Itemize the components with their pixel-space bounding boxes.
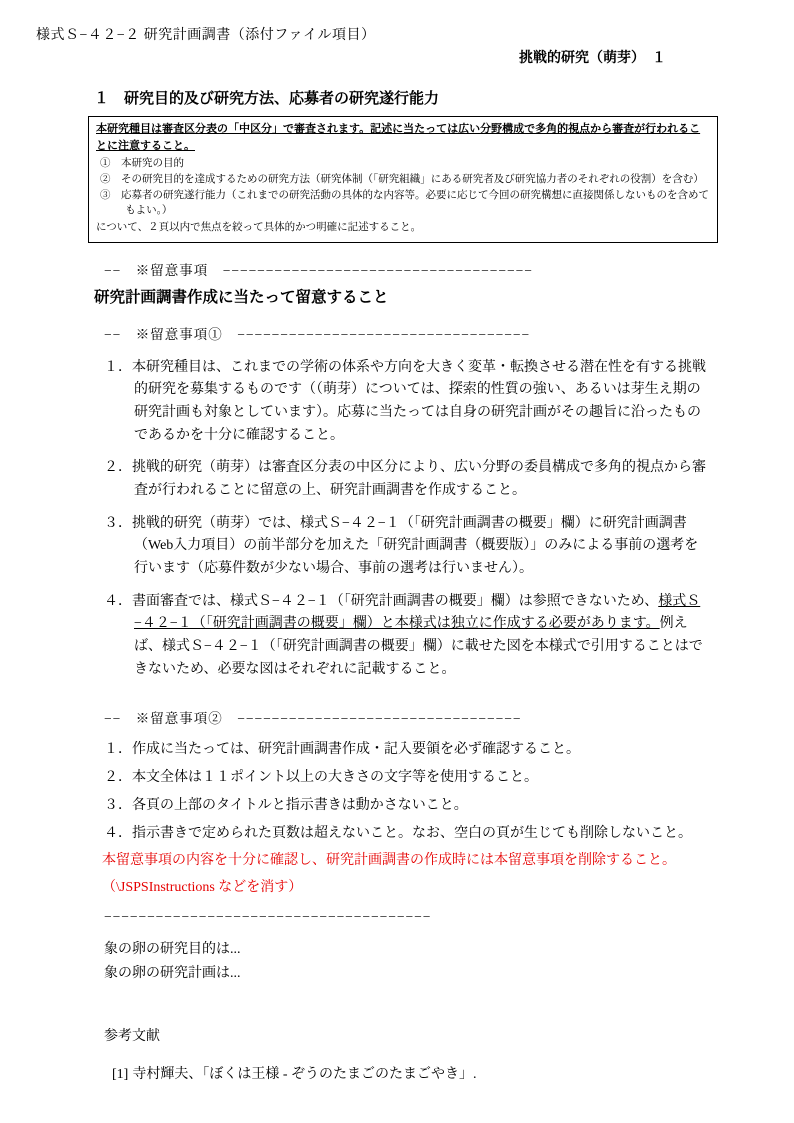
body-text-line-2: 象の卵の研究計画は... xyxy=(104,965,241,981)
instruction-box-item-1: ① 本研究の目的 xyxy=(100,158,184,169)
notes-divider-4: −−−−−−−−−−−−−−−−−−−−−−−−−−−−−−−−−−−−−− xyxy=(104,908,432,924)
notes-divider-2: −− ※留意事項① −−−−−−−−−−−−−−−−−−−−−−−−−−−−−−−−−− xyxy=(104,326,531,342)
notes-section xyxy=(94,259,718,1084)
instruction-box-intro: 本研究種目は審査区分表の「中区分」で審査されます。記述に当たっては広い分野構成で多角的視点から審査が行われることに注意すること。 xyxy=(96,123,701,152)
reference-item xyxy=(112,1063,718,1083)
notes-divider-3: −− ※留意事項② −−−−−−−−−−−−−−−−−−−−−−−−−−−−−−−−− xyxy=(104,711,522,727)
note1-item-3: ３．挑戦的研究（萌芽）では、様式Ｓ−４２−１（「研究計画調書の概要」欄）に研究計画調書（Web入力項目）の前半部分を加えた「研究計画調書（概要版）」のみによる事前の選考を行います（応募件数が少ない場合、事前の選考は行いません）。 xyxy=(104,515,699,577)
notes-divider-1: −− ※留意事項 −−−−−−−−−−−−−−−−−−−−−−−−−−−−−−−−−−−− xyxy=(104,262,533,278)
instruction-box xyxy=(88,116,718,243)
form-label: 様式Ｓ−４２−２ 研究計画調書（添付ファイル項目） xyxy=(36,28,376,43)
note1-item-4-post: 例えば、様式Ｓ−４２−１（「研究計画調書の概要」欄）に載せた図を本様式で引用することはできないため、必要な図はそれぞれに記載すること。 xyxy=(134,616,703,677)
reference-text: 寺村輝夫、「ぼくは王様 - ぞうのたまごのたまごやき」. xyxy=(132,1067,477,1083)
page-number-label: 挑戦的研究（萌芽） １ xyxy=(519,49,666,65)
body-text-line-1: 象の卵の研究目的は... xyxy=(104,941,241,957)
notes-heading: 研究計画調書作成に当たって留意すること xyxy=(94,288,389,306)
note1-item-1: １．本研究種目は、これまでの学術の体系や方向を大きく変革・転換させる潜在性を有する挑戦的研究を募集するものです（（萌芽）については、探索的性質の強い、あるいは芽生え期の研究計画も対象としています）。応募に当たっては自身の研究計画がその趣旨に沿ったものであるかを十分に確認すること。 xyxy=(104,359,706,443)
reference-label: [1] xyxy=(112,1067,129,1083)
delete-instructions-hint: （\JSPSInstructions などを消す） xyxy=(102,879,303,895)
note1-item-4-pre: ４．書面審査では、様式Ｓ−４２−１（「研究計画調書の概要」欄）は参照できないため、 xyxy=(104,593,659,609)
instruction-box-item-2: ② その研究目的を達成するための研究方法（研究体制（「研究組織」にある研究者及び研究協力者のそれぞれの役割）を含む） xyxy=(100,173,704,185)
delete-instructions-warning: 本留意事項の内容を十分に確認し、研究計画調書の作成時には本留意事項を削除すること。 xyxy=(102,853,676,869)
note2-item-1: １．作成に当たっては、研究計画調書作成・記入要領を必ず確認すること。 xyxy=(104,742,580,758)
note2-item-4: ４．指示書きで定められた頁数は超えないこと。なお、空白の頁が生じても削除しないこと。 xyxy=(104,825,692,841)
note2-item-2: ２．本文全体は１１ポイント以上の大きさの文字等を使用すること。 xyxy=(104,770,538,786)
section-title: １ 研究目的及び研究方法、応募者の研究遂行能力 xyxy=(94,90,440,107)
note1-item-2: ２．挑戦的研究（萌芽）は審査区分表の中区分により、広い分野の委員構成で多角的視点から審査が行われることに留意の上、研究計画調書を作成すること。 xyxy=(104,460,706,499)
instruction-box-item-3: ③ 応募者の研究遂行能力（これまでの研究活動の具体的な内容等。必要に応じて今回の研究構想に直接関係しないものを含めてもよい。） xyxy=(100,189,709,217)
note1-item-4 xyxy=(104,591,710,682)
instruction-box-footer: について、２頁以内で焦点を絞って具体的かつ明確に記述すること。 xyxy=(96,222,422,233)
note1-item-4-underlined: 様式Ｓ−４２−１（「研究計画調書の概要」欄）と本様式は独立に作成する必要があります。 xyxy=(134,593,701,632)
references-heading: 参考文献 xyxy=(104,1029,160,1045)
note2-item-3: ３．各頁の上部のタイトルと指示書きは動かさないこと。 xyxy=(104,797,468,813)
page-header-right xyxy=(36,47,758,67)
